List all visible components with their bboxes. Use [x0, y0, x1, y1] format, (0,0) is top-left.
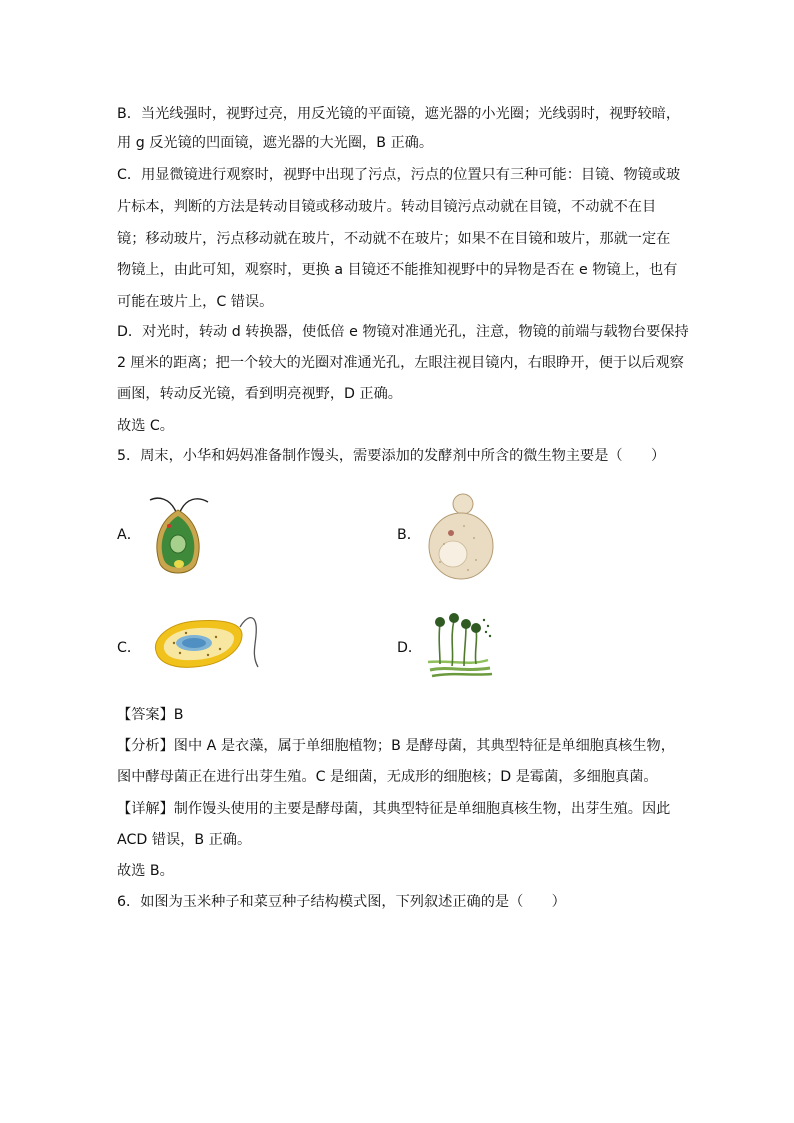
chlamydomonas-icon	[146, 494, 210, 580]
text-line: ACD 错误，B 正确。	[117, 832, 252, 848]
text-line: 用 g 反光镜的凹面镜，遮光器的大光圈，B 正确。	[117, 135, 434, 151]
option-b-label: B．	[397, 527, 421, 543]
text-line: 物镜上，由此可知，观察时，更换 a 目镜还不能推知视野中的异物是否在 e 物镜上，也有	[117, 262, 678, 278]
text-line: D．对光时，转动 d 转换器，使低倍 e 物镜对准通光孔，注意，物镜的前端与载物台要保持	[117, 324, 689, 340]
option-c-label: C．	[117, 640, 142, 656]
question-6: 6．如图为玉米种子和菜豆种子结构模式图，下列叙述正确的是（ ）	[117, 894, 566, 910]
bacterium-icon	[146, 609, 262, 675]
option-d-label: D．	[397, 640, 423, 656]
analysis-line: 【分析】图中 A 是衣藻，属于单细胞植物；B 是酵母菌，其典型特征是单细胞真核生物，	[117, 738, 675, 754]
text-line: 2 厘米的距离；把一个较大的光圈对准通光孔，左眼注视目镜内，右眼睁开，便于以后观察	[117, 355, 684, 371]
text-line: C．用显微镜进行观察时，视野中出现了污点，污点的位置只有三种可能：目镜、物镜或玻	[117, 167, 681, 183]
option-a-label: A．	[117, 527, 141, 543]
text-line: 可能在玻片上，C 错误。	[117, 294, 274, 310]
text-line: 镜；移动玻片，污点移动就在玻片，不动就不在玻片；如果不在目镜和玻片，那就一定在	[117, 231, 671, 247]
text-line: 画图，转动反光镜，看到明亮视野，D 正确。	[117, 386, 402, 402]
mold-icon	[426, 610, 494, 678]
text-line: 图中酵母菌正在进行出芽生殖。C 是细菌，无成形的细胞核；D 是霉菌，多细胞真菌。	[117, 769, 658, 785]
text-line: 故选 B。	[117, 863, 174, 879]
answer-line: 【答案】B	[117, 707, 184, 723]
text-line: 片标本，判断的方法是转动目镜或移动玻片。转动目镜污点动就在目镜，不动就不在目	[117, 199, 657, 215]
text-line: B．当光线强时，视野过亮，用反光镜的平面镜，遮光器的小光圈；光线弱时，视野较暗，	[117, 106, 681, 122]
question-5: 5．周末，小华和妈妈准备制作馒头，需要添加的发酵剂中所含的微生物主要是（ ）	[117, 448, 666, 464]
text-line: 故选 C。	[117, 418, 174, 434]
yeast-icon	[424, 490, 496, 582]
detail-line: 【详解】制作馒头使用的主要是酵母菌，其典型特征是单细胞真核生物，出芽生殖。因此	[117, 801, 671, 817]
